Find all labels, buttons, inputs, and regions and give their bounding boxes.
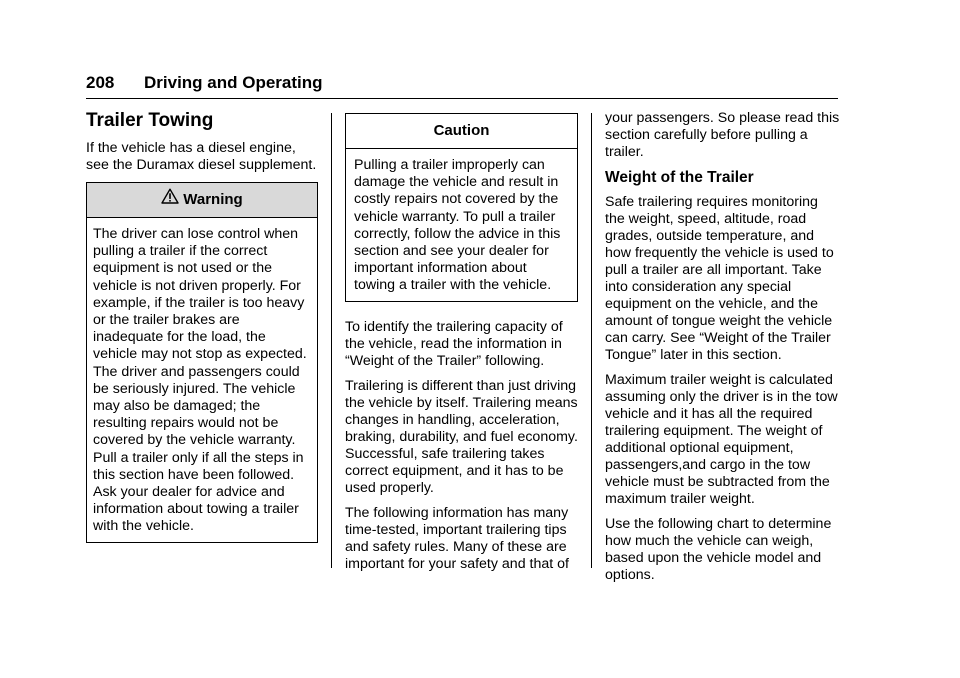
column-1 [86, 110, 318, 543]
warning-header [87, 183, 317, 218]
paragraph: Trailering is different than just driving the vehicle by itself. Trailering means changes in handling, acceleration, braking, durability, and fuel economy. Successful, safe trailering takes correct equipment, and it has to be used properly. [345, 377, 578, 496]
intro-paragraph: If the vehicle has a diesel engine, see the Duramax diesel supplement. [86, 140, 317, 173]
continued-paragraph: your passengers. So please read this section carefully before pulling a trailer. [605, 110, 840, 160]
column-2 [345, 113, 578, 581]
page-header [86, 70, 838, 99]
paragraph: The following information has many time-tested, important trailering tips and safety rules. Many of these are important for your safety and that of [345, 504, 569, 572]
warning-text: The driver can lose control when pulling a trailer if the correct equipment is not used or the vehicle is not driven properly. For example, if the trailer is too heavy or the trailer brakes are inadequate for the load, the vehicle may not stop as expected. The driver and passengers could be seriously injured. The vehicle may also be damaged; the resulting repairs would not be covered by the vehicle warranty. Pull a trailer only if all the steps in this section have been followed. Ask your dealer for advice and information about towing a trailer with the vehicle. [93, 226, 307, 535]
column-3 [605, 110, 841, 592]
column-divider [591, 113, 592, 568]
warning-label: Warning [183, 191, 243, 208]
paragraph: To identify the trailering capacity of the vehicle, read the information in “Weight of the Trailer” following. [345, 318, 563, 369]
section-title: Driving and Operating [144, 73, 323, 92]
paragraph: Safe trailering requires monitoring the weight, speed, altitude, road grades, outside temperature, and how frequently the vehicle is used to pull a trailer are all important. Take into consideration any special equipment on the vehicle, and the amount of tongue weight the vehicle can carry. See “Weight of the Trailer Tongue” later in this section. [605, 194, 834, 363]
caution-box [345, 113, 578, 302]
page-number: 208 [86, 73, 115, 92]
caution-text: Pulling a trailer improperly can damage the vehicle and result in costly repairs not covered by the vehicle warranty. To pull a trailer correctly, follow the advice in this section and see your dealer for important information about towing a trailer with the vehicle. [354, 157, 561, 294]
page-title: Trailer Towing [86, 110, 214, 131]
column-divider [331, 113, 332, 568]
paragraph: Maximum trailer weight is calculated assuming only the driver is in the tow vehicle and it has all the required trailering equipment. The weight of additional optional equipment, passengers,and cargo in the tow vehicle must be subtracted from the maximum trailer weight. [605, 372, 838, 507]
subheading: Weight of the Trailer [605, 169, 754, 186]
paragraph: Use the following chart to determine how much the vehicle can weigh, based upon the vehicle model and options. [605, 516, 832, 583]
caution-header: Caution [346, 114, 577, 149]
warning-triangle-icon [161, 183, 179, 217]
warning-box [86, 182, 318, 543]
